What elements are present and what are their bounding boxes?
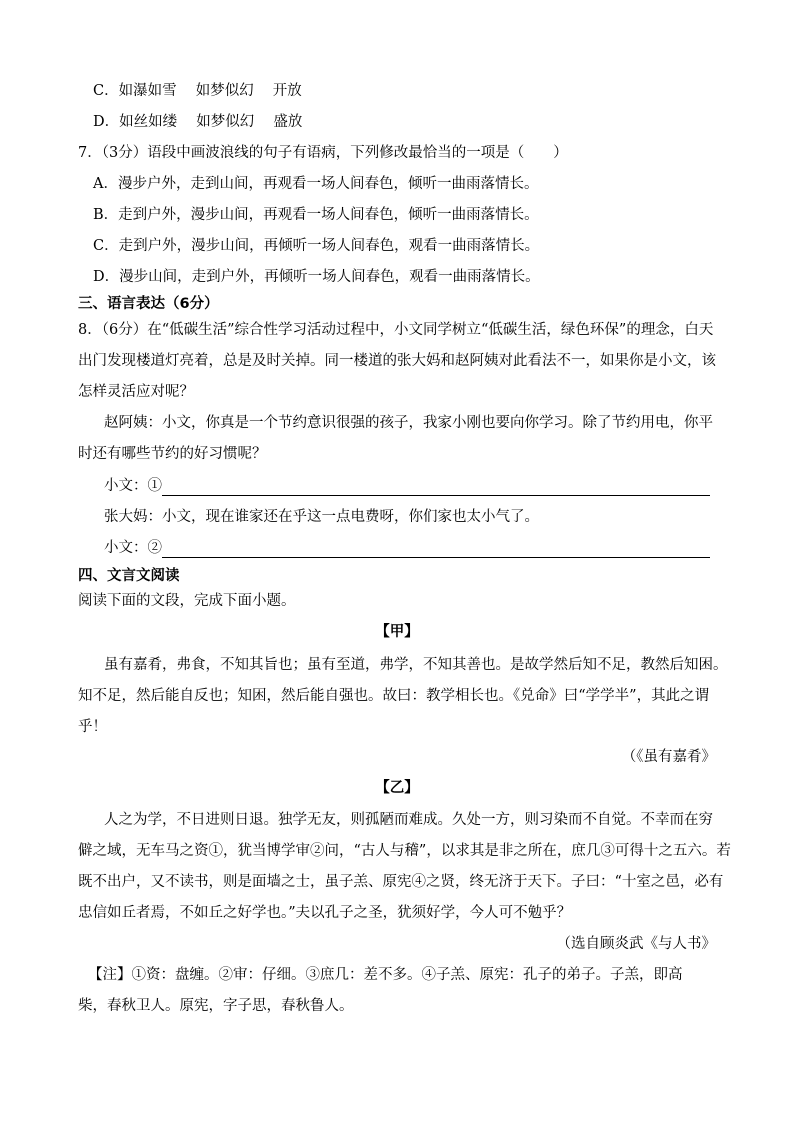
yi-line-2: 僻之域，无车马之资①，犹当博学审②问，“古人与稽”，以求其是非之所在，庶几③可得十之五六。若 [78, 843, 731, 859]
section4-heading: 四、文言文阅读 [78, 568, 180, 584]
notes-line-1: 【注】①资：盘缠。②审：仔细。③庶几：差不多。④子羔、原宪：孔子的弟子。子羔，即高 [88, 967, 683, 983]
jia-title: 【甲】 [375, 624, 419, 640]
jia-source: （《虽有嘉肴》 [621, 749, 716, 765]
jia-line-1: 虽有嘉肴，弗食，不知其旨也；虽有至道，弗学，不知其善也。是故学然后知不足，教然后知困。 [104, 657, 728, 673]
section3-heading: 三、语言表达（6分） [78, 296, 219, 312]
q8-line-2: 出门发现楼道灯亮着，总是及时关掉。同一楼道的张大妈和赵阿姨对此看法不一，如果你是小文，该 [78, 353, 716, 369]
jia-line-3: 乎！ [78, 719, 107, 735]
q8-line-3: 怎样灵活应对呢？ [78, 384, 194, 400]
yi-line-1: 人之为学，不日进则日退。独学无友，则孤陋而难成。久处一方，则习染而不自觉。不幸而在穷 [104, 812, 713, 828]
zhao-line-2: 时还有哪些节约的好习惯呢？ [78, 446, 267, 462]
answer2-label: 小文：② [104, 540, 162, 556]
zhang-line: 张大妈：小文，现在谁家还在乎这一点电费呀，你们家也太小气了。 [104, 509, 539, 525]
section4-instruction: 阅读下面的文段，完成下面小题。 [78, 593, 296, 609]
zhao-line-1: 赵阿姨：小文，你真是一个节约意识很强的孩子，我家小刚也要向你学习。除了节约用电，你平 [104, 415, 713, 431]
yi-line-4: 忠信如丘者焉，不如丘之好学也。”夫以孔子之圣，犹须好学，今人可不勉乎？ [78, 905, 572, 921]
q7-option-d: D．漫步山间，走到户外，再倾听一场人间春色，观看一曲雨落情长。 [93, 269, 540, 285]
q6-option-c: C．如瀑如雪 如梦似幻 开放 [93, 83, 302, 99]
q7-option-c: C．走到户外，漫步山间，再倾听一场人间春色，观看一曲雨落情长。 [93, 238, 540, 254]
q6-option-d: D．如丝如缕 如梦似幻 盛放 [93, 114, 303, 130]
q7-option-b: B．走到户外，漫步山间，再观看一场人间春色，倾听一曲雨落情长。 [93, 207, 539, 223]
answer1-blank[interactable] [162, 479, 710, 496]
jia-line-2: 知不足，然后能自反也；知困，然后能自强也。故曰：教学相长也。《兑命》曰“学学半”，其此之谓 [78, 688, 710, 704]
answer1-row [104, 476, 710, 496]
yi-title: 【乙】 [375, 780, 419, 796]
yi-line-3: 既不出户，又不读书，则是面墙之士，虽子羔、原宪④之贤，终无济于天下。子曰：“十室之邑，必有 [78, 874, 724, 890]
answer1-label: 小文：① [104, 478, 162, 494]
q7-option-a: A．漫步户外，走到山间，再观看一场人间春色，倾听一曲雨落情长。 [93, 176, 539, 192]
yi-source: （选自顾炎武《与人书》 [556, 936, 716, 952]
answer2-blank[interactable] [162, 541, 710, 558]
notes-line-2: 柴，春秋卫人。原宪，字子思，春秋鲁人。 [78, 998, 354, 1014]
q8-line-1: 8．（6分）在“低碳生活”综合性学习活动过程中，小文同学树立“低碳生活，绿色环保”的理念，白天 [78, 322, 714, 338]
answer2-row [104, 538, 710, 558]
q7-stem: 7．（3分）语段中画波浪线的句子有语病，下列修改最恰当的一项是（ ） [78, 145, 568, 161]
